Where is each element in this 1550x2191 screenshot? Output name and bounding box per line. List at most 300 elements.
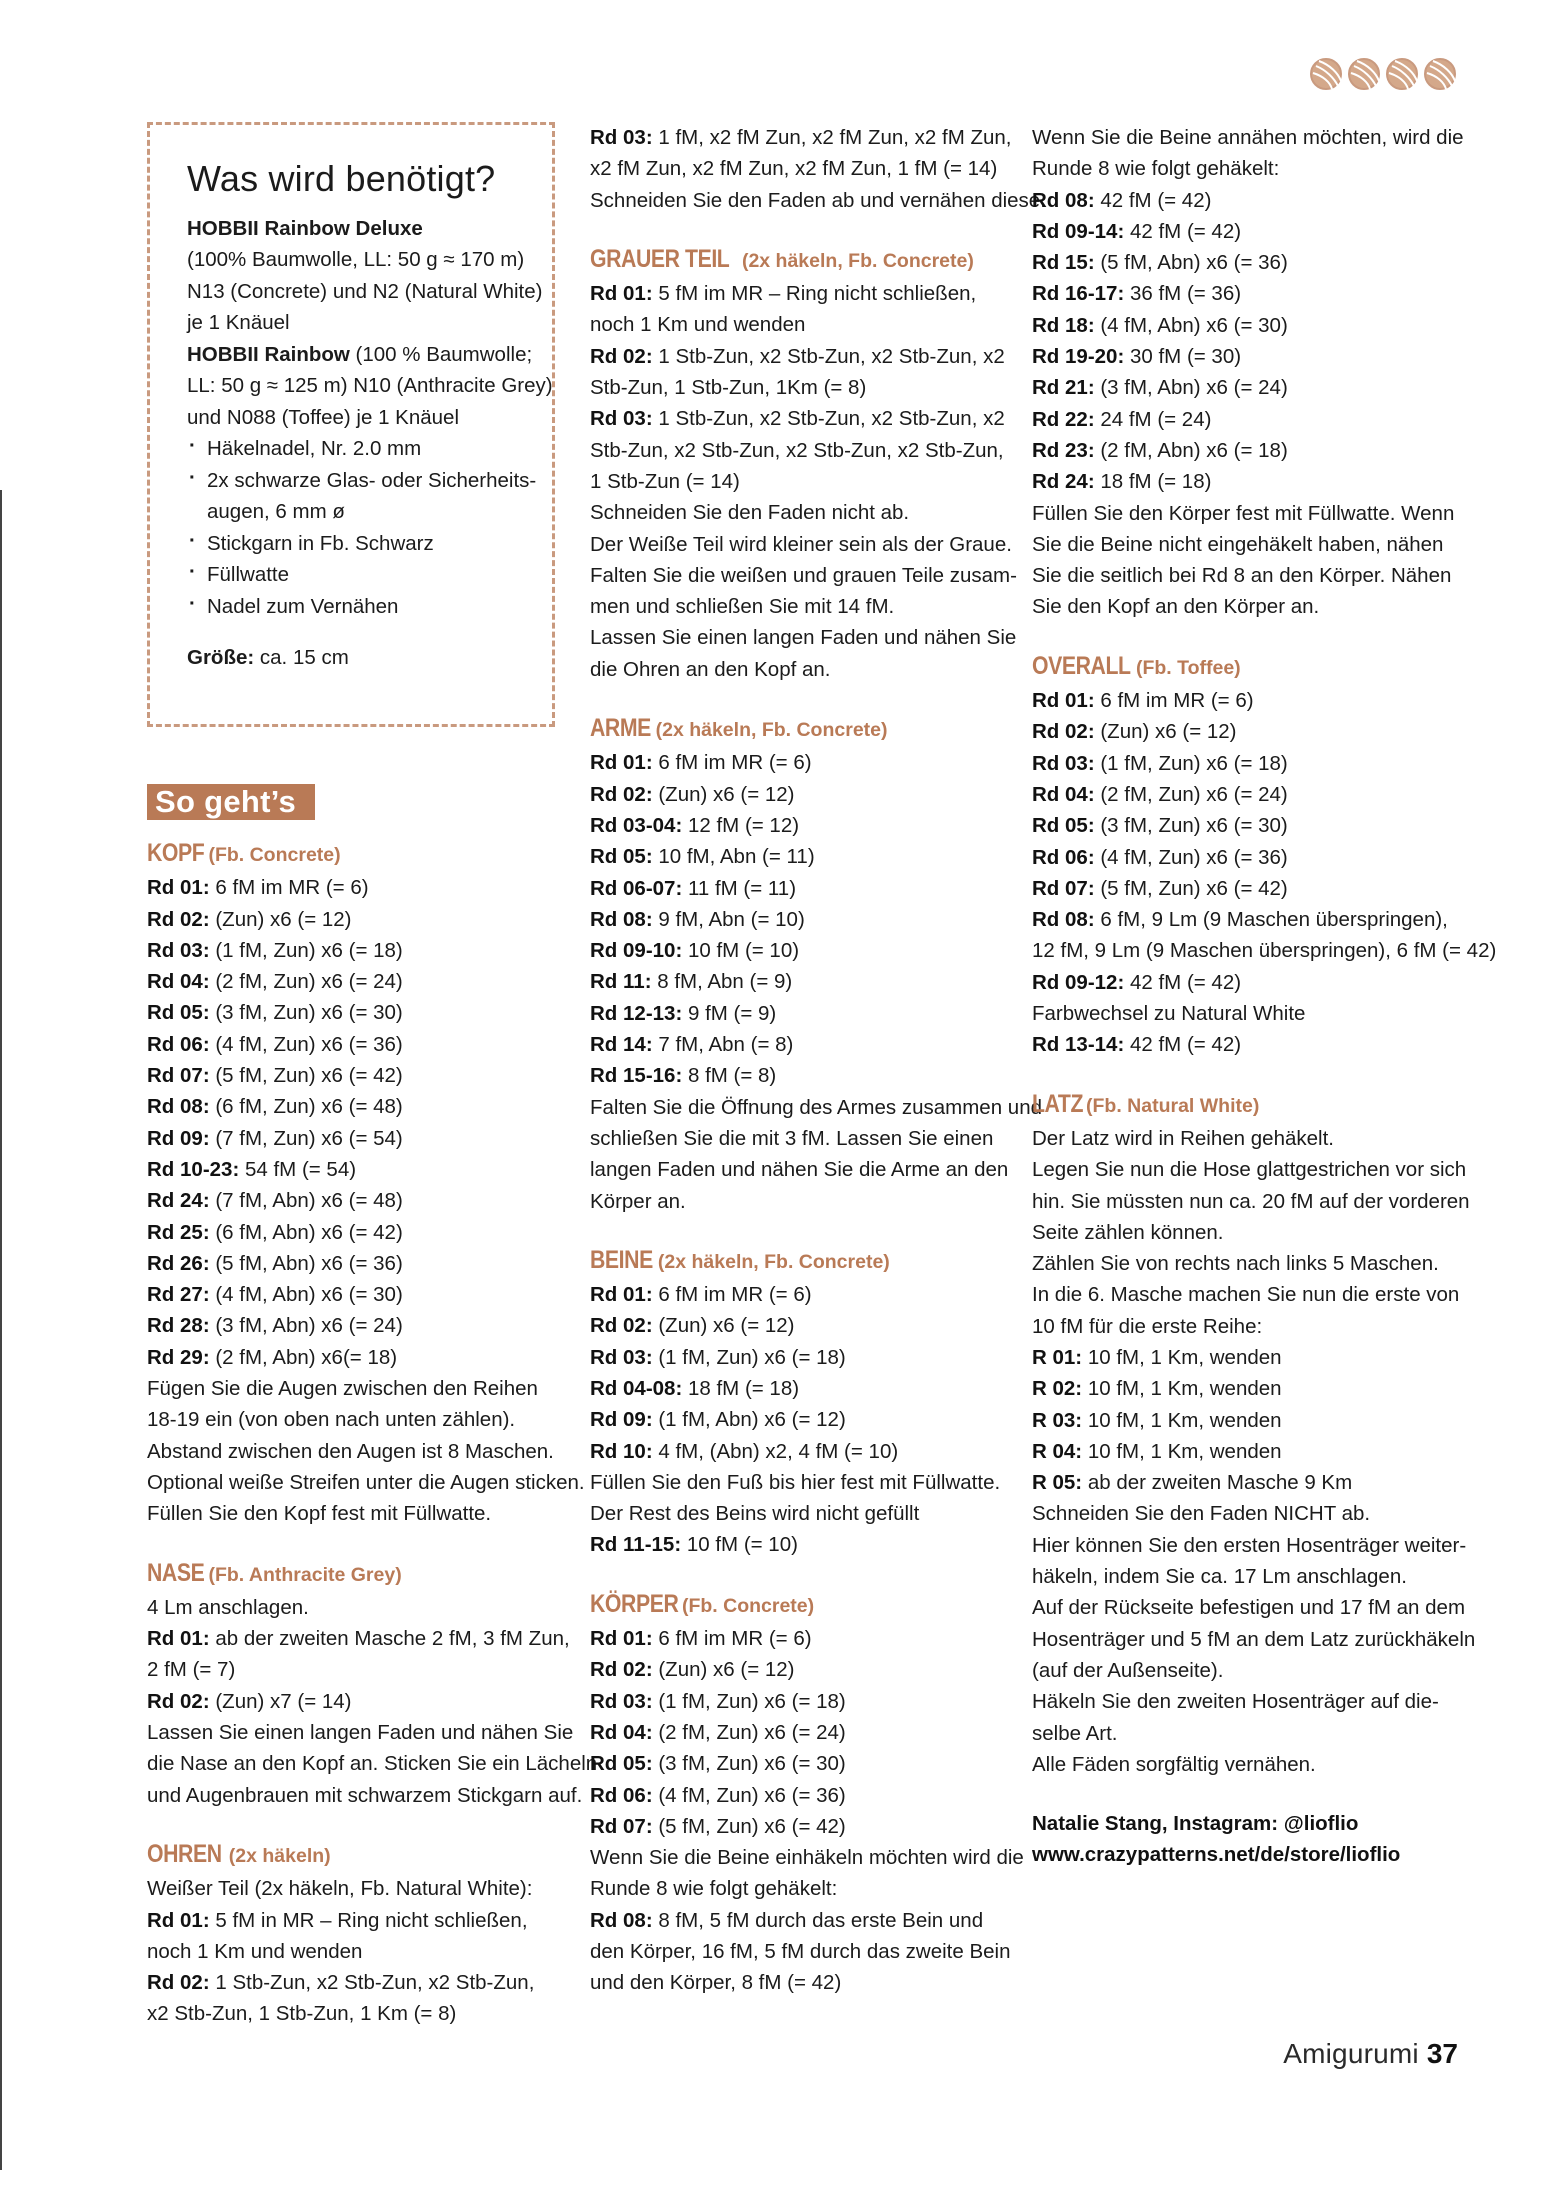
round-text: (Zun) x7 (= 14)	[209, 1689, 352, 1713]
round-text: (5 fM, Zun) x6 (= 42)	[1094, 876, 1288, 900]
round-text: 9 fM, Abn (= 10)	[652, 907, 805, 931]
materials-bullet-line: · Füllwatte	[207, 563, 290, 586]
pattern-line	[147, 966, 562, 997]
pattern-line	[1032, 1311, 1457, 1342]
round-text: noch 1 Km und wenden	[147, 1939, 363, 1963]
pattern-line	[590, 1373, 1015, 1404]
round-text: Fügen Sie die Augen zwischen den Reihen	[147, 1377, 538, 1401]
round-text: 10 fM, 1 Km, wenden	[1082, 1408, 1282, 1432]
section-heading	[1032, 1089, 1457, 1122]
round-label: Rd 05:	[590, 1752, 653, 1776]
round-text: Weißer Teil (2x häkeln, Fb. Natural White):	[147, 1877, 533, 1901]
pattern-line	[590, 529, 1015, 560]
pattern-line	[1032, 278, 1457, 309]
round-text: Zählen Sie von rechts nach links 5 Maschen.	[1032, 1252, 1439, 1276]
round-text: (1 fM, Zun) x6 (= 18)	[652, 1345, 846, 1369]
round-text: 12 fM, 9 Lm (9 Maschen überspringen), 6 fM (= 42)	[1032, 939, 1497, 963]
round-text: (Zun) x6 (= 12)	[652, 1658, 795, 1682]
materials-line	[187, 402, 527, 434]
round-text: die Nase an den Kopf an. Sticken Sie ein Lächeln	[147, 1752, 598, 1776]
round-text: 8 fM, Abn (= 9)	[651, 970, 793, 994]
pattern-line	[147, 1217, 562, 1248]
pattern-line	[590, 1936, 1015, 1967]
round-text: (6 fM, Abn) x6 (= 42)	[209, 1220, 403, 1244]
pattern-line	[147, 1967, 562, 1998]
round-text: 1 Stb-Zun, x2 Stb-Zun, x2 Stb-Zun, x2	[652, 407, 1005, 431]
materials-lines	[187, 213, 553, 434]
round-label: Rd 06:	[1032, 845, 1095, 869]
round-label: Rd 08:	[590, 907, 653, 931]
round-text: (4 fM, Zun) x6 (= 36)	[1094, 845, 1288, 869]
pattern-line	[1032, 529, 1457, 560]
yarn-ball-icons	[1308, 56, 1458, 92]
round-text: noch 1 Km und wenden	[590, 313, 806, 337]
round-text: Der Latz wird in Reihen gehäkelt.	[1032, 1126, 1334, 1150]
round-label: Rd 12-13:	[590, 1001, 683, 1025]
pattern-line	[1032, 1655, 1457, 1686]
section-heading	[590, 1245, 1015, 1278]
round-text: Falten Sie die weißen und grauen Teile zusam-	[590, 563, 1017, 587]
round-label: Rd 09-10:	[590, 939, 683, 963]
section-title: GRAUER TEIL	[590, 244, 730, 273]
round-label: Rd 02:	[147, 1689, 210, 1713]
pattern-line	[590, 1717, 1015, 1748]
round-label: Rd 01:	[590, 751, 653, 775]
round-text: den Körper, 16 fM, 5 fM durch das zweite Bein	[590, 1940, 1011, 1964]
materials-bullet-line: · 2x schwarze Glas- oder Sicherheits-	[207, 468, 537, 492]
so-gehts-banner: So geht’s	[147, 784, 315, 820]
round-text: 4 Lm anschlagen.	[147, 1595, 309, 1619]
round-text: 1 Stb-Zun (= 14)	[590, 469, 740, 493]
section-title: BEINE	[590, 1245, 653, 1274]
round-text: Körper an.	[590, 1189, 686, 1213]
pattern-line	[590, 403, 1015, 434]
round-text: Abstand zwischen den Augen ist 8 Maschen.	[147, 1439, 554, 1463]
round-text: 42 fM (= 42)	[1124, 1033, 1242, 1057]
round-text: 10 fM, 1 Km, wenden	[1082, 1377, 1282, 1401]
round-text: 42 fM (= 42)	[1094, 188, 1212, 212]
pattern-line	[1032, 1624, 1476, 1655]
pattern-line	[1032, 1561, 1457, 1592]
size-line	[187, 642, 527, 674]
pattern-line	[147, 1123, 562, 1154]
materials-title: Was wird benötigt?	[187, 158, 496, 199]
round-text: 5 fM in MR – Ring nicht schließen,	[209, 1908, 528, 1932]
round-label: Rd 25:	[147, 1220, 210, 1244]
round-text: (3 fM, Zun) x6 (= 30)	[652, 1752, 846, 1776]
round-text: 4 fM, (Abn) x2, 4 fM (= 10)	[652, 1439, 899, 1463]
materials-content	[187, 158, 553, 674]
pattern-line	[1032, 185, 1457, 216]
round-text: (5 fM, Zun) x6 (= 42)	[209, 1064, 403, 1088]
pattern-line	[590, 1310, 1015, 1341]
round-text: Schneiden Sie den Faden NICHT ab.	[1032, 1502, 1371, 1526]
round-text: (1 fM, Zun) x6 (= 18)	[652, 1689, 846, 1713]
materials-bullet-item	[187, 559, 527, 591]
materials-bullets	[187, 433, 537, 622]
round-text: 24 fM (= 24)	[1094, 407, 1212, 431]
pattern-line	[1032, 1373, 1457, 1404]
round-text: Wenn Sie die Beine einhäkeln möchten wird die	[590, 1846, 1024, 1870]
pattern-line	[1032, 122, 1464, 153]
round-label: Rd 24:	[147, 1189, 210, 1213]
round-text: (7 fM, Abn) x6 (= 48)	[209, 1189, 403, 1213]
round-label: Rd 04:	[147, 970, 210, 994]
pattern-line	[1032, 935, 1497, 966]
pattern-line	[1032, 1592, 1466, 1623]
round-text: (3 fM, Abn) x6 (= 24)	[1094, 376, 1288, 400]
round-label: R 03:	[1032, 1408, 1083, 1432]
pattern-line	[590, 1467, 1015, 1498]
round-text: 54 fM (= 54)	[239, 1157, 357, 1181]
round-label: Rd 18:	[1032, 313, 1095, 337]
round-text: Schneiden Sie den Faden ab und vernähen diese.	[590, 188, 1046, 212]
materials-bullet-line: · Stickgarn in Fb. Schwarz	[207, 531, 434, 555]
pattern-line	[1032, 1154, 1467, 1185]
pattern-line	[590, 622, 1015, 653]
round-text: 10 fM, Abn (= 11)	[652, 845, 815, 869]
pattern-line	[590, 966, 1015, 997]
pattern-line	[147, 1998, 562, 2029]
round-text: 6 fM im MR (= 6)	[1094, 689, 1254, 713]
round-text: (Zun) x6 (= 12)	[209, 907, 352, 931]
pattern-line	[590, 1029, 1015, 1060]
round-label: Rd 02:	[590, 782, 653, 806]
round-label: Rd 02:	[1032, 720, 1095, 744]
round-label: Rd 06:	[590, 1783, 653, 1807]
round-label: Rd 04:	[590, 1720, 653, 1744]
section-title: KÖRPER	[590, 1589, 679, 1618]
round-label: Rd 05:	[590, 845, 653, 869]
round-label: Rd 02:	[590, 344, 653, 368]
pattern-line	[1032, 1248, 1457, 1279]
pattern-line	[590, 1623, 1015, 1654]
round-text: (3 fM, Zun) x6 (= 30)	[1094, 814, 1288, 838]
round-label: Rd 10-23:	[147, 1157, 240, 1181]
round-label: Rd 01:	[147, 1908, 210, 1932]
round-label: Rd 13-14:	[1032, 1033, 1125, 1057]
round-label: Rd 03:	[1032, 751, 1095, 775]
round-label: Rd 02:	[147, 907, 210, 931]
pattern-line	[1032, 904, 1457, 935]
round-label: Rd 06-07:	[590, 876, 683, 900]
round-text: Stb-Zun, x2 Stb-Zun, x2 Stb-Zun, x2 Stb-Zun,	[590, 438, 1004, 462]
pattern-line	[1032, 1718, 1457, 1749]
round-label: R 04:	[1032, 1439, 1083, 1463]
round-text: häkeln, indem Sie ca. 17 Lm anschlagen.	[1032, 1565, 1407, 1589]
materials-line-text: und N088 (Toffee) je 1 Knäuel	[187, 405, 460, 429]
round-text: 9 fM (= 9)	[682, 1001, 777, 1025]
pattern-line	[1032, 1436, 1457, 1467]
pattern-line	[590, 779, 1015, 810]
pattern-line	[1032, 216, 1457, 247]
pattern-line	[147, 1905, 562, 1936]
pattern-line	[1032, 1749, 1457, 1780]
round-text: (3 fM, Abn) x6 (= 24)	[209, 1314, 403, 1338]
pattern-line	[590, 1436, 1015, 1467]
pattern-line	[590, 1404, 1015, 1435]
round-label: Rd 05:	[1032, 814, 1095, 838]
round-text: Stb-Zun, 1 Stb-Zun, 1Km (= 8)	[590, 376, 867, 400]
pattern-line	[1032, 498, 1457, 529]
pattern-line	[147, 1060, 562, 1091]
materials-line	[187, 244, 527, 276]
pattern-line	[147, 1467, 585, 1498]
page-edge-line	[0, 490, 2, 2170]
round-text: 42 fM (= 42)	[1124, 219, 1242, 243]
materials-bullet-item	[187, 591, 527, 623]
pattern-line	[147, 1373, 562, 1404]
round-text: (7 fM, Zun) x6 (= 54)	[209, 1126, 403, 1150]
materials-line-bold: HOBBII Rainbow Deluxe	[187, 216, 423, 240]
round-label: Rd 22:	[1032, 407, 1095, 431]
round-text: Lassen Sie einen langen Faden und nähen Sie	[590, 626, 1017, 650]
pattern-line	[1032, 341, 1457, 372]
round-text: 1 fM, x2 fM Zun, x2 fM Zun, x2 fM Zun,	[652, 126, 1012, 149]
materials-box	[147, 122, 555, 727]
round-label: Natalie Stang, Instagram: @lioflio	[1032, 1812, 1359, 1836]
round-label: Rd 01:	[590, 1283, 653, 1307]
pattern-line	[590, 904, 1015, 935]
round-text: (Zun) x6 (= 12)	[1094, 720, 1237, 744]
materials-line-text: N13 (Concrete) und N2 (Natural White)	[187, 279, 543, 303]
pattern-line	[147, 1310, 562, 1341]
round-text: langen Faden und nähen Sie die Arme an den	[590, 1158, 1009, 1182]
pattern-line	[1032, 1123, 1457, 1154]
pattern-line	[590, 1154, 1015, 1185]
section-subtitle: (2x häkeln, Fb. Concrete)	[741, 249, 974, 272]
magazine-name: Amigurumi	[1283, 2038, 1419, 2069]
column-1	[147, 838, 598, 2030]
pattern-line	[590, 466, 1015, 497]
round-label: Rd 11-15:	[590, 1533, 682, 1557]
round-text: x2 fM Zun, x2 fM Zun, x2 fM Zun, 1 fM (= 14)	[590, 157, 998, 181]
materials-bullet-line: augen, 6 mm ø	[207, 500, 345, 523]
round-label: Rd 01:	[147, 1627, 210, 1651]
section-heading	[147, 838, 562, 871]
pattern-line	[1032, 685, 1457, 716]
pattern-line	[590, 497, 1015, 528]
round-label: Rd 03:	[590, 407, 653, 431]
round-text: Auf der Rückseite befestigen und 17 fM an dem	[1032, 1596, 1466, 1620]
section-title: KOPF	[147, 839, 205, 867]
pattern-line	[590, 122, 1015, 153]
round-label: Rd 19-20:	[1032, 345, 1125, 369]
round-text: 10 fM, 1 Km, wenden	[1082, 1345, 1282, 1369]
pattern-line	[590, 1186, 1015, 1217]
pattern-line	[1032, 310, 1457, 341]
section-subtitle: (2x häkeln)	[228, 1844, 331, 1867]
section	[590, 1245, 1015, 1561]
round-text: men und schließen Sie mit 14 fM.	[590, 595, 895, 619]
round-label: Rd 01:	[590, 282, 653, 306]
round-text: ab der zweiten Masche 2 fM, 3 fM Zun,	[209, 1627, 570, 1651]
round-label: Rd 01:	[147, 876, 210, 900]
pattern-line	[590, 309, 1015, 340]
pattern-line	[590, 935, 1015, 966]
round-label: Rd 01:	[590, 1627, 653, 1651]
round-text: (3 fM, Zun) x6 (= 30)	[209, 1001, 403, 1025]
round-text: schließen Sie die mit 3 fM. Lassen Sie einen	[590, 1126, 994, 1150]
round-text: Sie die seitlich bei Rd 8 an den Körper. Nähen	[1032, 564, 1452, 588]
pattern-line	[147, 1780, 583, 1811]
pattern-line	[590, 998, 1015, 1029]
round-label: R 05:	[1032, 1471, 1083, 1495]
section-title: OHREN	[147, 1839, 222, 1868]
round-text: (2 fM, Abn) x6(= 18)	[209, 1345, 398, 1369]
pattern-line	[1032, 1530, 1467, 1561]
round-text: Runde 8 wie folgt gehäkelt:	[1032, 157, 1280, 181]
round-label: Rd 23:	[1032, 438, 1095, 462]
round-text: Alle Fäden sorgfältig vernähen.	[1032, 1752, 1316, 1776]
materials-line	[187, 213, 527, 245]
round-text: hin. Sie müssten nun ca. 20 fM auf der vorderen	[1032, 1189, 1470, 1213]
round-text: 6 fM, 9 Lm (9 Maschen überspringen),	[1094, 908, 1448, 932]
pattern-line	[147, 1748, 598, 1779]
round-label: Rd 21:	[1032, 376, 1095, 400]
pattern-line	[1032, 842, 1457, 873]
pattern-line	[590, 278, 1015, 309]
round-label: Rd 16-17:	[1032, 282, 1125, 306]
round-text: 18-19 ein (von oben nach unten zählen).	[147, 1408, 516, 1432]
round-text: (2 fM, Zun) x6 (= 24)	[1094, 782, 1288, 806]
round-text: 36 fM (= 36)	[1124, 282, 1242, 306]
round-text: 8 fM, 5 fM durch das erste Bein und	[652, 1908, 984, 1932]
round-text: 30 fM (= 30)	[1124, 345, 1242, 369]
section-subtitle: (Fb. Toffee)	[1135, 656, 1241, 679]
pattern-line	[147, 1091, 562, 1122]
pattern-line	[1032, 1467, 1457, 1498]
pattern-line	[1032, 779, 1457, 810]
pattern-line	[147, 1498, 562, 1529]
page-number: 37	[1426, 2038, 1458, 2069]
column-2	[590, 122, 1046, 1999]
materials-bullet-item	[187, 528, 527, 560]
pattern-line	[1032, 1217, 1457, 1248]
round-text: 12 fM (= 12)	[682, 813, 800, 837]
round-text: (1 fM, Abn) x6 (= 12)	[652, 1408, 846, 1432]
materials-line	[187, 276, 543, 308]
pattern-line	[590, 1967, 1015, 1998]
section-subtitle: (Fb. Anthracite Grey)	[208, 1563, 402, 1586]
section-subtitle: (2x häkeln, Fb. Concrete)	[655, 719, 888, 742]
round-label: Rd 02:	[590, 1658, 653, 1682]
size-value: ca. 15 cm	[254, 646, 349, 669]
round-label: Rd 04-08:	[590, 1376, 683, 1400]
section-subtitle: (Fb. Natural White)	[1086, 1094, 1260, 1117]
round-label: Rd 09-12:	[1032, 970, 1125, 994]
round-text: (2 fM, Abn) x6 (= 18)	[1094, 438, 1288, 462]
round-text: (4 fM, Abn) x6 (= 30)	[209, 1283, 403, 1307]
section-subtitle: (2x häkeln, Fb. Concrete)	[657, 1250, 890, 1273]
round-label: Rd 07:	[147, 1064, 210, 1088]
round-text: 6 fM im MR (= 6)	[209, 876, 369, 900]
round-label: Rd 03-04:	[590, 813, 683, 837]
materials-line-bold: HOBBII Rainbow	[187, 342, 350, 366]
round-text: In die 6. Masche machen Sie nun die erste von	[1032, 1283, 1460, 1307]
round-text: Runde 8 wie folgt gehäkelt:	[590, 1877, 838, 1901]
round-text: (5 fM, Abn) x6 (= 36)	[1094, 251, 1288, 275]
pattern-line	[590, 810, 1015, 841]
round-label: www.crazypatterns.net/de/store/lioflio	[1032, 1843, 1401, 1867]
section	[1032, 651, 1497, 1061]
pattern-line	[147, 1717, 574, 1748]
section-heading	[1032, 651, 1457, 684]
pattern-line	[147, 1154, 562, 1185]
round-label: Rd 08:	[590, 1908, 653, 1932]
round-text: Wenn Sie die Beine annähen möchten, wird die	[1032, 126, 1464, 149]
pattern-line	[1032, 1186, 1470, 1217]
round-text: Sie den Kopf an den Körper an.	[1032, 595, 1320, 619]
round-label: Rd 03:	[590, 126, 653, 149]
pattern-line	[147, 1936, 562, 1967]
pattern-line	[1032, 1498, 1457, 1529]
pattern-line	[147, 935, 562, 966]
materials-line	[187, 370, 553, 402]
round-text: (2 fM, Zun) x6 (= 24)	[652, 1720, 846, 1744]
round-label: Rd 10:	[590, 1439, 653, 1463]
round-label: Rd 11:	[590, 970, 652, 994]
round-label: Rd 06:	[147, 1032, 210, 1056]
section-title: OVERALL	[1032, 651, 1131, 680]
pattern-line	[147, 1623, 570, 1654]
pattern-line	[1032, 153, 1457, 184]
round-text: 10 fM (= 10)	[681, 1533, 798, 1557]
round-label: Rd 29:	[147, 1345, 210, 1369]
pattern-line	[590, 1529, 1015, 1560]
pattern-line	[1032, 372, 1457, 403]
pattern-line	[590, 1748, 1015, 1779]
pattern-line	[590, 560, 1015, 591]
round-label: Rd 15-16:	[590, 1064, 683, 1088]
round-text: (5 fM, Zun) x6 (= 42)	[652, 1814, 846, 1838]
pattern-line	[590, 1123, 1015, 1154]
materials-bullet-item	[187, 433, 527, 465]
round-text: Hier können Sie den ersten Hosenträger weiter-	[1032, 1533, 1467, 1557]
round-text: Optional weiße Streifen unter die Augen sticken.	[147, 1470, 585, 1494]
pattern-line	[1032, 810, 1457, 841]
round-label: Rd 09-14:	[1032, 219, 1125, 243]
round-text: 18 fM (= 18)	[1094, 470, 1212, 494]
round-text: 1 Stb-Zun, x2 Stb-Zun, x2 Stb-Zun, x2	[652, 344, 1005, 368]
pattern-line	[147, 1029, 562, 1060]
materials-line-text: (100% Baumwolle, LL: 50 g ≈ 170 m)	[187, 248, 525, 271]
round-label: Rd 09:	[590, 1408, 653, 1432]
round-text: 42 fM (= 42)	[1124, 970, 1242, 994]
pattern-line	[147, 1873, 562, 1904]
section	[590, 122, 1046, 216]
round-text: (Zun) x6 (= 12)	[652, 782, 795, 806]
round-label: Rd 03:	[147, 938, 210, 962]
pattern-line	[147, 1654, 562, 1685]
round-label: Rd 04:	[1032, 782, 1095, 806]
materials-line	[187, 339, 533, 371]
round-text: 6 fM im MR (= 6)	[652, 1283, 812, 1307]
section	[1032, 1808, 1457, 1871]
round-text: (4 fM, Zun) x6 (= 36)	[209, 1032, 403, 1056]
pattern-line	[590, 1279, 1015, 1310]
pattern-line	[590, 185, 1046, 216]
pattern-line	[1032, 967, 1457, 998]
section-subtitle: (Fb. Concrete)	[681, 1594, 815, 1617]
round-label: R 02:	[1032, 1377, 1083, 1401]
round-text: 6 fM im MR (= 6)	[652, 1627, 812, 1651]
round-label: Rd 05:	[147, 1001, 210, 1025]
pattern-line	[1032, 1686, 1457, 1717]
round-label: Rd 07:	[590, 1814, 653, 1838]
round-label: Rd 15:	[1032, 251, 1095, 275]
pattern-line	[147, 1185, 562, 1216]
